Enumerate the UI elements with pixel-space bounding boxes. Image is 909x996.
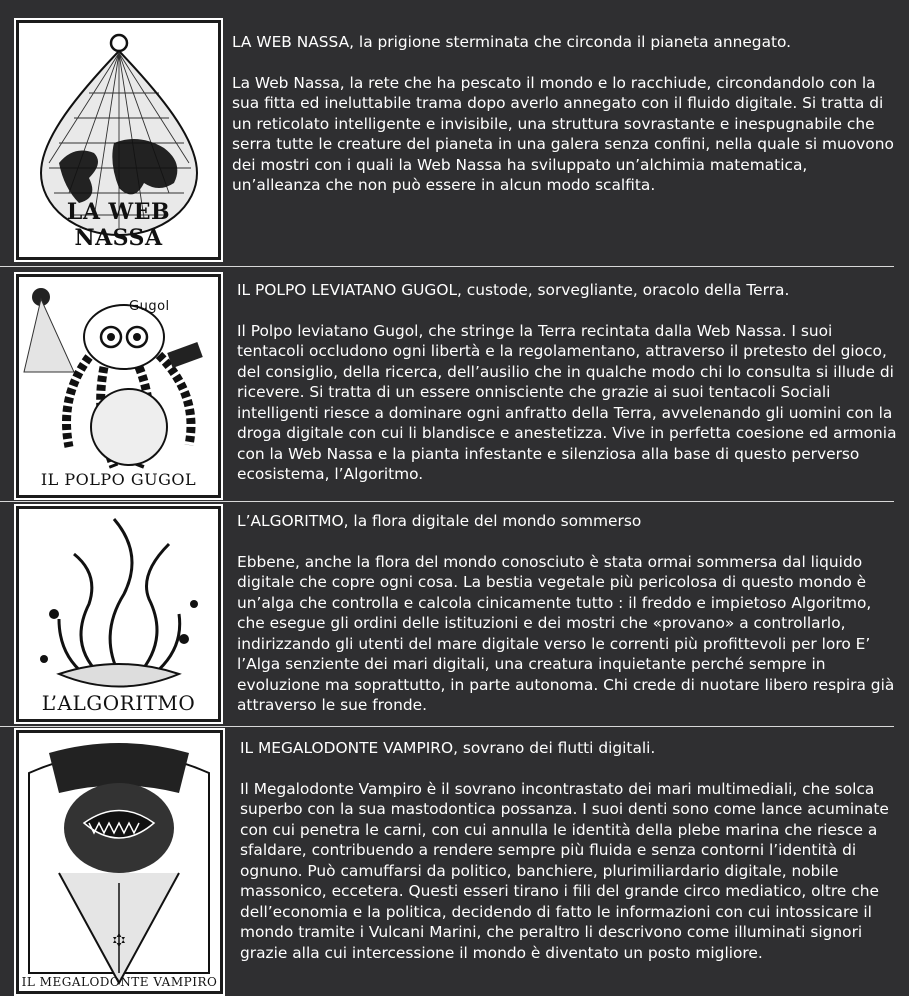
section-title: IL MEGALODONTE VAMPIRO, sovrano dei flutti digitali. bbox=[240, 739, 656, 757]
shark-vampire-illustration bbox=[19, 733, 220, 991]
section-body: Il Polpo leviatano Gugol, che stringe la Terra recintata dalla Web Nassa. I suoi tentacoli occludono ogni libertà e la regolamentano, attraverso il pretesto del gioco, del consiglio, della ricerca, dell’ausilio che in qualche modo chi lo consulta si illude di ricevere. Si tratta di un essere onnisciente che grazie ai suoi tentacoli Sociali intelligenti riesce a dominare ogni anfratto della Terra, avvelenando gli uomini con la droga digitale con cui li blandisce e anestetizza. Vive in perfetta coesione ed armonia con la Web Nassa e la pianta infestante e silenziosa alla base di questo perverso ecosistema, l’Algoritmo. bbox=[237, 321, 897, 483]
section-body: La Web Nassa, la rete che ha pescato il mondo e lo racchiude, circondandolo con la sua fitta ed ineluttabile trama dopo averlo annegato con il fluido digitale. Si tratta di un reticolato intelligente e invisibile, una struttura sovrastante e inespugnabile che serra tutte le creature del pianeta in una galera senza confini, nella quale si muovono dei mostri con i quali la Web Nassa ha sviluppato un’alchimia matematica, un’alleanza che non può essere in alcun modo scalfita. bbox=[232, 73, 894, 194]
section-body: Il Megalodonte Vampiro è il sovrano incontrastato dei mari multimediali, che solca superbo con la sua mastodontica possanza. I suoi denti sono come lance acuminate con cui penetra le carni, con cui annulla le identità della plebe marina che riesce a sfaldare, contribuendo a rendere sempre più fluida e senza contorni l’identità di ognuno. Può camuffarsi da politico, banchiere, plurimiliardario digitale, nobile massonico, eccetera. Questi esseri tirano i fili del grande circo mediatico, oltre che dell’economia e la politica, decidendo di fatto le informazioni con cui intossicare il mondo tramite i Vulcani Marini, che peraltro li descrivono come illuminati signori grazie alla cui intercessione il mondo è diventato un posto migliore. bbox=[240, 779, 889, 962]
section-text bbox=[240, 738, 898, 963]
section-text bbox=[237, 280, 897, 485]
card-web-nassa-illustration bbox=[16, 20, 221, 260]
section-megalodonte bbox=[0, 726, 909, 996]
card-polpo-gugol-illustration bbox=[16, 274, 221, 498]
seaweed-illustration bbox=[19, 509, 218, 719]
section-text bbox=[232, 32, 896, 196]
section-text bbox=[237, 511, 897, 716]
section-web-nassa bbox=[0, 0, 909, 266]
card-megalodonte-illustration bbox=[16, 730, 223, 994]
section-body: Ebbene, anche la flora del mondo conosciuto è stata ormai sommersa dal liquido digitale che copre ogni cosa. La bestia vegetale più pericolosa di questo mondo è un’alga che controlla e calcola cinicamente tutto : il freddo e impietoso Algoritmo, che esegue gli ordini delle istituzioni e dei mostri che «provano» a controllarlo, indirizzando gli utenti del mare digitale verso le correnti più profittevoli per loro E’ l’Alga senziente dei mari digitali, una creatura inquietante perché sempre in evoluzione ma soprattutto, in parte autonoma. Chi crede di nuotare libero respira già attraverso le sue fronde. bbox=[237, 552, 895, 714]
card-caption: L’ALGORITMO bbox=[41, 691, 196, 715]
card-caption: LA WEB NASSA bbox=[66, 199, 171, 251]
octopus-illustration bbox=[19, 277, 218, 495]
card-caption: IL MEGALODONTE VAMPIRO bbox=[21, 975, 218, 989]
card-caption: IL POLPO GUGOL bbox=[40, 470, 197, 489]
section-algoritmo bbox=[0, 501, 909, 726]
section-title: IL POLPO LEVIATANO GUGOL, custode, sorvegliante, oracolo della Terra. bbox=[237, 281, 790, 299]
card-label: Gugol bbox=[129, 299, 170, 314]
section-title: LA WEB NASSA, la prigione sterminata che circonda il pianeta annegato. bbox=[232, 33, 792, 51]
section-polpo-gugol bbox=[0, 266, 909, 501]
section-title: L’ALGORITMO, la flora digitale del mondo sommerso bbox=[237, 512, 642, 530]
card-algoritmo-illustration bbox=[16, 506, 221, 722]
